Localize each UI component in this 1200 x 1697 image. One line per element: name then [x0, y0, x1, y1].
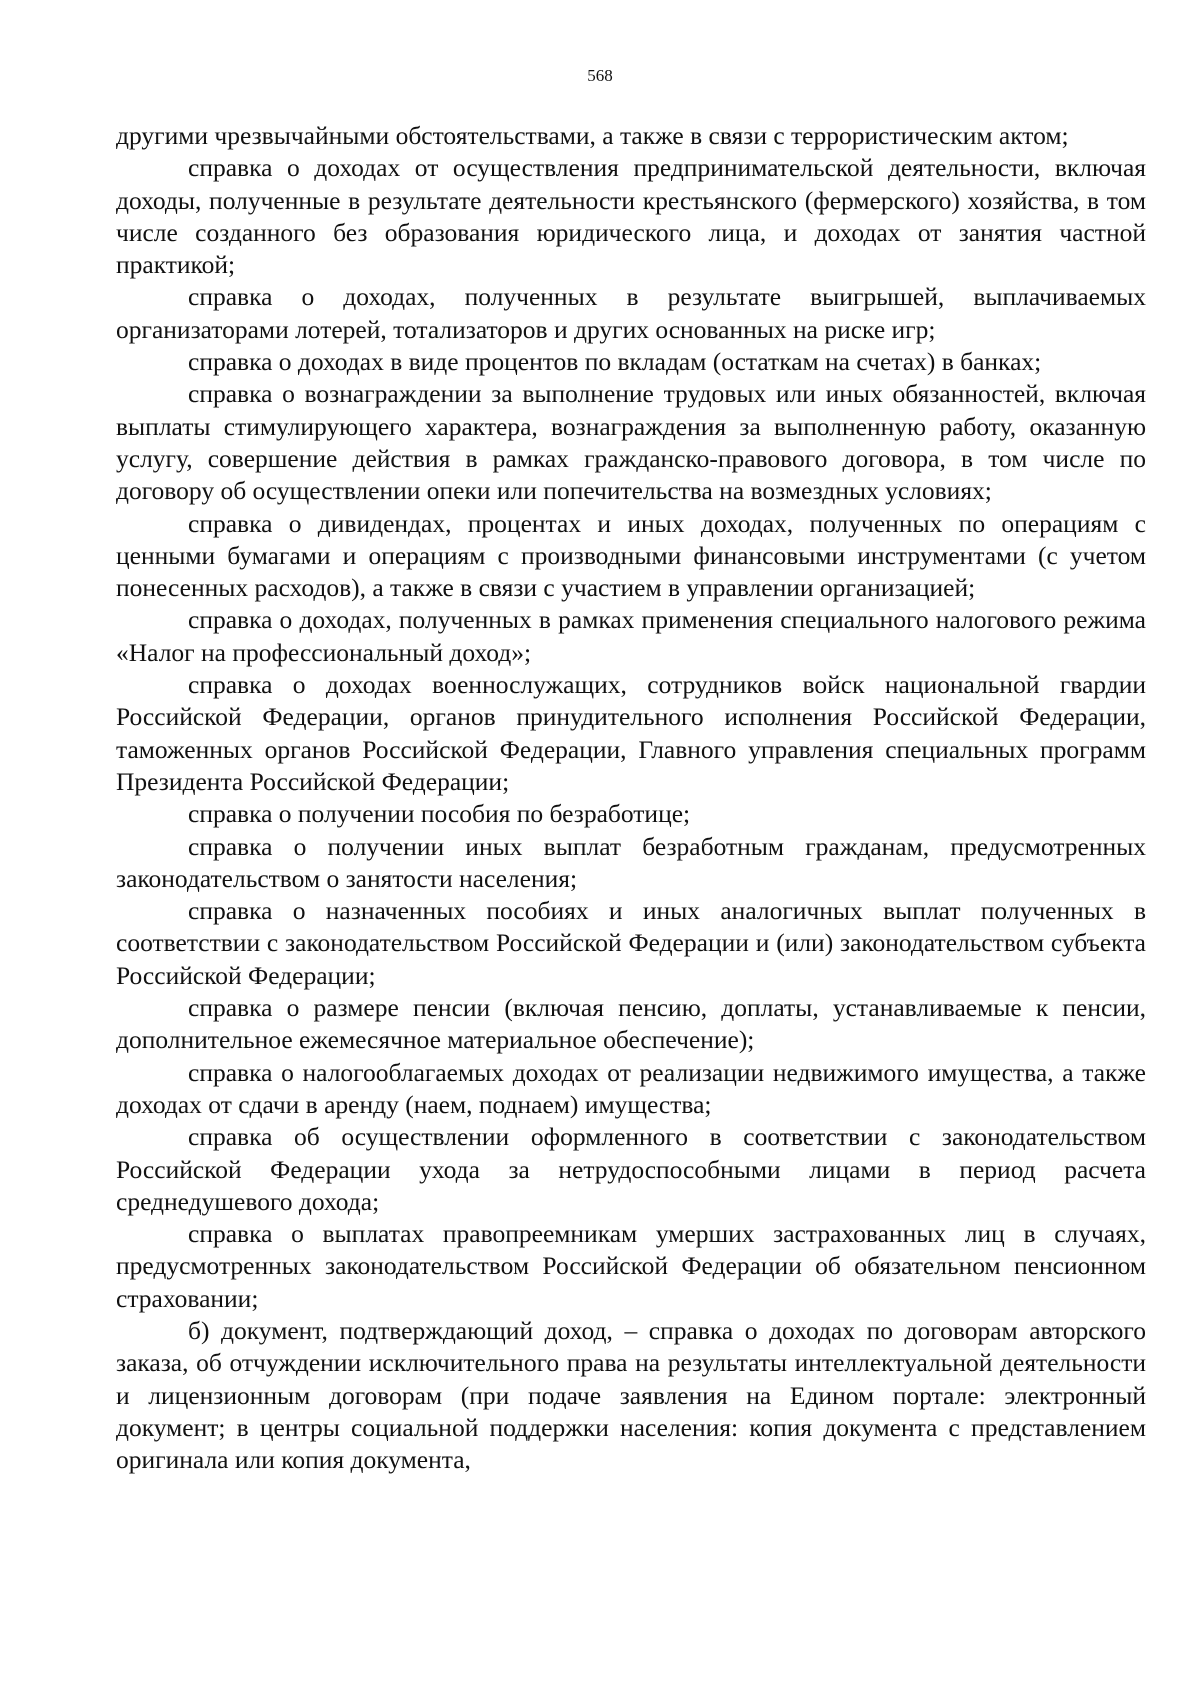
- paragraph-remuneration-certificate: справка о вознаграждении за выполнение трудовых или иных обязанностей, включая выплаты стимулирующего характера, вознаграждения за выполненную работу, оказанную услугу, совершение действия в рамках гражданско-правового договора, в том числе по договору об осуществлении опеки или попечительства на возмездных условиях;: [116, 379, 1146, 506]
- paragraph-military-income-certificate: справка о доходах военнослужащих, сотрудников войск национальной гвардии Российской Федерации, органов принудительного исполнения Российской Федерации, таможенных органов Российской Федерации, Главного управления специальных программ Президента Российской Федерации;: [116, 670, 1146, 796]
- page-number: 568: [587, 66, 613, 85]
- paragraph-bank-interest-certificate: справка о доходах в виде процентов по вкладам (остаткам на счетах) в банках;: [188, 347, 1042, 377]
- document-body: [116, 120, 1146, 1476]
- paragraph-successor-payments-certificate: справка о выплатах правопреемникам умерших застрахованных лиц в случаях, предусмотренных законодательством Российской Федерации об обязательном пенсионном страховании;: [116, 1219, 1146, 1313]
- paragraph-assigned-benefits-certificate: справка о назначенных пособиях и иных аналогичных выплат полученных в соответствии с законодательством Российской Федерации и (или) законодательством субъекта Российской Федерации;: [116, 896, 1146, 990]
- paragraph-lottery-winnings-certificate: справка о доходах, полученных в результате выигрышей, выплачиваемых организаторами лотерей, тотализаторов и других основанных на риске игр;: [116, 282, 1146, 344]
- paragraph-care-certificate: справка об осуществлении оформленного в соответствии с законодательством Российской Федерации ухода за нетрудоспособными лицами в период расчета среднедушевого дохода;: [116, 1122, 1146, 1216]
- paragraph-pension-certificate: справка о размере пенсии (включая пенсию, доплаты, устанавливаемые к пенсии, дополнительное ежемесячное материальное обеспечение);: [116, 993, 1146, 1055]
- paragraph-professional-income-certificate: справка о доходах, полученных в рамках применения специального налогового режима «Налог на профессиональный доход»;: [116, 605, 1146, 667]
- paragraph-item-b-document: б) документ, подтверждающий доход, – справка о доходах по договорам авторского заказа, об отчуждении исключительного права на результаты интеллектуальной деятельности и лицензионным договорам (при подаче заявления на Едином портале: электронный документ; в центры социальной поддержки населения: копия документа с представлением оригинала или копия документа,: [116, 1315, 1146, 1475]
- paragraph-business-income-certificate: справка о доходах от осуществления предпринимательской деятельности, включая доходы, полученные в результате деятельности крестьянского (фермерского) хозяйства, в том числе созданного без образования юридического лица, и доходах от занятия частной практикой;: [116, 153, 1146, 280]
- paragraph-unemployed-payments-certificate: справка о получении иных выплат безработным гражданам, предусмотренных законодательством о занятости населения;: [116, 831, 1146, 893]
- paragraph-real-estate-income-certificate: справка о налогооблагаемых доходах от реализации недвижимого имущества, а также доходах от сдачи в аренду (наем, поднаем) имущества;: [116, 1057, 1146, 1119]
- paragraph-unemployment-benefit-certificate: справка о получении пособия по безработице;: [188, 799, 691, 829]
- paragraph-dividends-certificate: справка о дивидендах, процентах и иных доходах, полученных по операциям с ценными бумагами и операциям с производными финансовыми инструментами (с учетом понесенных расходов), а также в связи с участием в управлении организацией;: [116, 508, 1146, 603]
- paragraph-continuation: другими чрезвычайными обстоятельствами, а также в связи с террористическим актом;: [116, 121, 1069, 150]
